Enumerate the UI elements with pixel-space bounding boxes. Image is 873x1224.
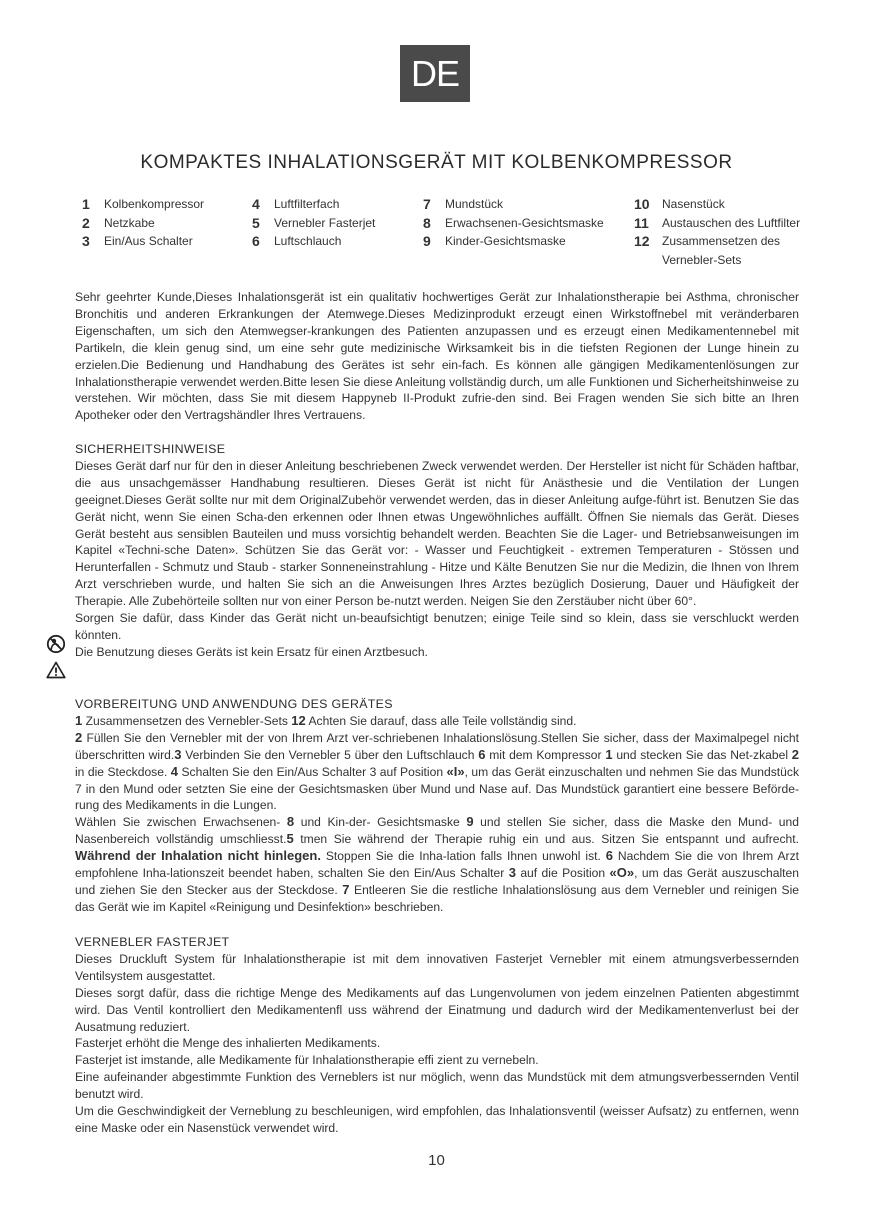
fasterjet-line: Eine aufeinander abgestimmte Funktion des Verneblers ist nur möglich, wenn das Mundstück mit dem atmungsverbessernden Ventil benutzt wird. xyxy=(75,1070,799,1102)
legend-item: 9 Kinder-Gesichtsmaske xyxy=(423,233,566,249)
warning-note: Die Benutzung dieses Geräts ist kein Ersatz für einen Arztbesuch. xyxy=(75,644,428,659)
legend-item: 12 Zusammensetzen des xyxy=(634,233,781,249)
intro-section xyxy=(75,289,799,424)
fasterjet-line: Fasterjet erhöht die Menge des inhalierten Medikaments. xyxy=(75,1036,381,1051)
intro-paragraph: Sehr geehrter Kunde,Dieses Inhalationsgerät ist ein qualitativ hochwertiges Gerät zur Inhalationstherapie bei Asthma, chronischer Bronchitis und anderen Erkrankungen der Atemwege.Dieses Medizinprodukt erzeugt einen Wirkstoffnebel mit veränderbaren Eigenschaften, um sich den Atemwegser-krankungen des Patienten anzupassen und es erzeugt einen Medikamentennebel mit Partikeln, die klein genug sind, um eine sehr gute medizinische Wirksamkeit bis in die tiefsten Regionen der Lunge hinein zu erzielen.Die Bedienung und Handhabung des Gerätes ist sehr ein-fach. Es können alle gängigen Medikamentenlösungen zur Inhalationstherapie verwendet werden.Bitte lesen Sie diese Anleitung vollständig durch, um alle Funktionen und Sicherheitshinweise zu verstehen. Wir möchten, dass Sie mit diesem Happyneb II-Produkt zufrie-den sind. Bei Fragen wenden Sie sich bitte an Ihren Apotheker oder den Vertragshändler Ihres Vertrauens. xyxy=(75,290,799,423)
legend-column-2 xyxy=(252,195,375,251)
legend-item: 6 Luftschlauch xyxy=(252,233,342,249)
children-note: Sorgen Sie dafür, dass Kinder das Gerät nicht un-beaufsichtigt benutzen; einige Teile sind so klein, dass sie verschluckt werden könnten. xyxy=(75,611,799,642)
preparation-heading: VORBEREITUNG UND ANWENDUNG DES GERÄTES xyxy=(75,697,393,711)
preparation-step-2: 2 Füllen Sie den Vernebler mit der von Ihrem Arzt ver-schriebenen Inhalationslösung.Stellen Sie sicher, dass der Maximalpegel nicht überschritten wird.3 Verbinden Sie den Vernebler 5 über den Luftschlauch 6 mit dem Kompressor 1 und stecken Sie das Net-zkabel 2 in die Steckdose. 4 Schalten Sie den Ein/Aus Schalter 3 auf Position «I», um das Gerät einzuschalten und nehmen Sie das Mundstück 7 in den Mund oder setzten Sie eine der Gesichtsmasken über Mund und Nase auf. Das Mundstück garantiert eine bessere Beförde-rung des Medikaments in die Lungen. xyxy=(75,729,799,813)
fasterjet-line: Um die Geschwindigkeit der Verneblung zu beschleunigen, wird empfohlen, das Inhalationsventil (weisser Aufsatz) zu entfernen, wenn eine Maske oder ein Nasenstück verwendet wird. xyxy=(75,1104,799,1135)
legend-item-continuation: Vernebler-Sets xyxy=(662,252,742,267)
preparation-step-1: 1 Zusammensetzen des Vernebler-Sets 12 Achten Sie darauf, dass alle Teile vollständig sind. xyxy=(75,712,577,728)
legend-column-3 xyxy=(423,195,604,251)
legend-item: 2 Netzkabe xyxy=(82,214,155,231)
safety-paragraph: Dieses Gerät darf nur für den in dieser Anleitung beschriebenen Zweck verwendet werden. Der Hersteller ist nicht für Schäden haftbar, die aus unsachgemässer Handhabung resultieren. Dieses Gerät ist nicht für Anästhesie und die Ventilation der Lungen geeignet.Dieses Gerät sollte nur mit dem OriginalZubehör verwendet werden, das in dieser Anleitung aufge-führt ist. Benutzen Sie das Gerät nicht, wenn Sie einen Scha-den erkennen oder Ihnen etwas Ungewöhnliches auffällt. Öffnen Sie niemals das Gerät. Dieses Gerät besteht aus sensiblen Bauteilen und muss vorsichtig behandelt werden. Beachten Sie die Lager- und Betriebsanweisungen im Kapitel «Techni-sche Daten». Schützen Sie das Gerät vor: - Wasser und Feuchtigkeit - extremen Temperaturen - Stössen und Herunterfallen - Schmutz und Staub - starker Sonneneinstrahlung - Hitze und Kälte Benutzen Sie nur die Medizin, die Ihnen von Ihrem Arzt verschrieben wurde, und halten Sie sich an die Anweisungen Ihres Arztes bezüglich Dosierung, Dauer und Häufigkeit der Therapie. Alle Zubehörteile sollten nur von einer Person be-nutzt werden. Neigen Sie den Zerstäuber nicht über 60°. xyxy=(75,458,799,609)
warning-icon xyxy=(46,661,66,679)
preparation-section xyxy=(75,696,799,916)
legend-item: 7 Mundstück xyxy=(423,196,504,212)
fasterjet-section xyxy=(75,934,799,1137)
fasterjet-line: Dieses sorgt dafür, dass die richtige Menge des Medikaments auf das Lungenvolumen von jedem einzelnen Patienten abgestimmt wird. Das Ventil kontrolliert den Medikamentenfl uss während der Einatmung und dadurch wird der Medikamentenverlust bei der Ausatmung reduziert. xyxy=(75,985,799,1034)
safety-heading: SICHERHEITSHINWEISE xyxy=(75,442,226,456)
legend-item: 3 Ein/Aus Schalter xyxy=(82,233,193,249)
legend-item: 8 Erwachsenen-Gesichtsmaske xyxy=(423,214,604,231)
legend-column-1 xyxy=(82,195,204,251)
preparation-step-3: Wählen Sie zwischen Erwachsenen- 8 und Kin-der- Gesichtsmaske 9 und stellen Sie sicher, dass die Maske den Mund- und Nasenbereich vollständig umschliesst.5 tmen Sie während der Therapie ruhig ein und aus. Sitzen Sie entspannt und aufrecht. Während der Inhalation nicht hinlegen. Stoppen Sie die Inha-lation falls Ihnen unwohl ist. 6 Nachdem Sie die von Ihrem Arzt empfohlene Inha-lationszeit beendet haben, schalten Sie den Ein/Aus Schalter 3 auf die Position «O», um das Gerät auszuschalten und ziehen Sie den Stecker aus der Steckdose. 7 Entleeren Sie die restliche Inhalationslösung aus dem Vernebler und reinigen Sie das Gerät wie im Kapitel «Reinigung und Desinfektion» beschrieben. xyxy=(75,814,800,914)
page-number: 10 xyxy=(428,1152,445,1169)
no-children-icon xyxy=(46,634,66,654)
fasterjet-line: Dieses Druckluft System für Inhalationstherapie ist mit dem innovativen Fasterjet Vernebler mit einem atmungsverbessernden Ventilsystem ausgestattet. xyxy=(75,951,799,983)
safety-section xyxy=(75,441,799,661)
legend-item: 10 Nasenstück xyxy=(634,196,725,212)
legend-column-4 xyxy=(634,195,800,269)
legend-item: 4 Luftfilterfach xyxy=(252,196,340,212)
legend-item: 1 Kolbenkompressor xyxy=(82,196,205,212)
legend-item: 11 Austauschen des Luftfilter xyxy=(634,214,801,231)
legend-item: 5 Vernebler Fasterjet xyxy=(252,214,376,231)
fasterjet-line: Fasterjet ist imstande, alle Medikamente für Inhalationstherapie effi zient zu vernebeln. xyxy=(75,1053,539,1068)
page-title: KOMPAKTES INHALATIONSGERÄT MIT KOLBENKOMPRESSOR xyxy=(140,152,733,173)
fasterjet-heading: VERNEBLER FASTERJET xyxy=(75,935,230,949)
language-badge: DE xyxy=(400,45,470,102)
